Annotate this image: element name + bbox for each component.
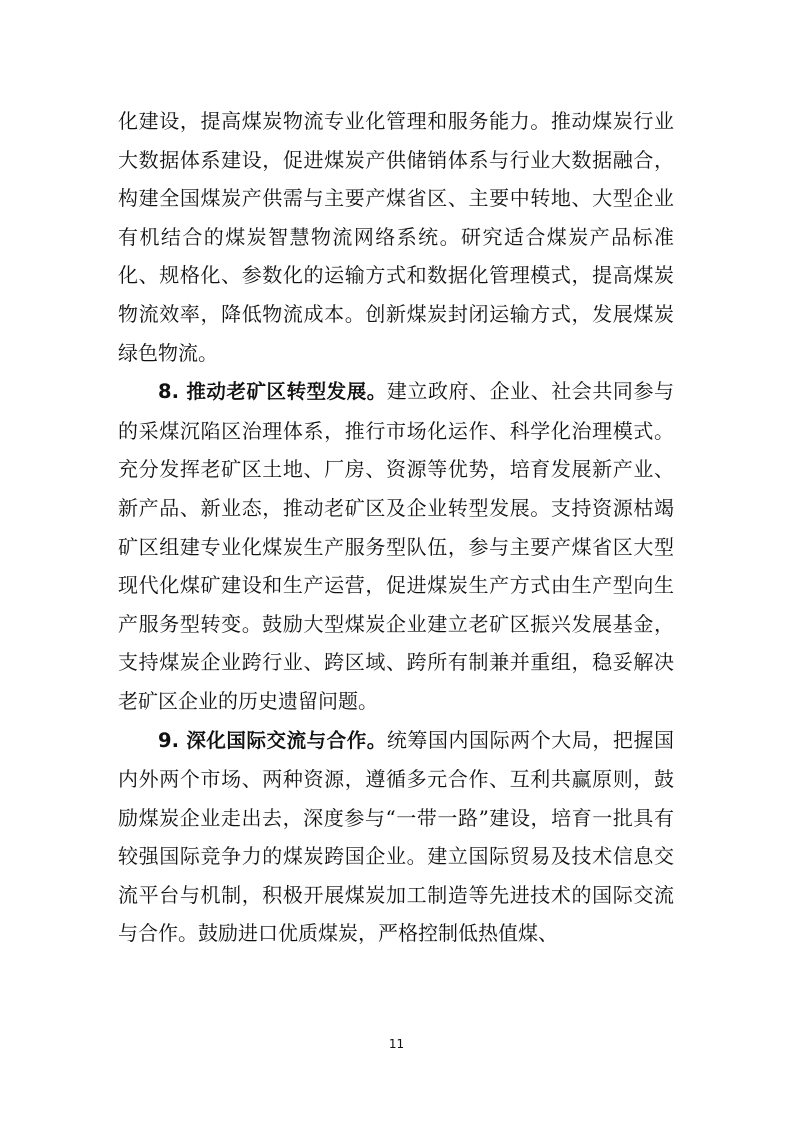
section-heading-8: 8. 推动老矿区转型发展。 — [158, 380, 387, 404]
paragraph-old-mining-areas — [118, 372, 674, 720]
paragraph-old-mining-areas-text: 建立政府、企业、社会共同参与的采煤沉陷区治理体系，推行市场化运作、科学化治理模式。充分发挥老矿区土地、厂房、资源等优势，培育发展新产业、新产品、新业态，推动老矿区及企业转型发展。支持资源枯竭矿区组建专业化煤炭生产服务型队伍，参与主要产煤省区大型现代化煤矿建设和生产运营，促进煤炭生产方式由生产型向生产服务型转变。鼓励大型煤炭企业建立老矿区振兴发展基金，支持煤炭企业跨行业、跨区域、跨所有制兼并重组，稳妥解决老矿区企业的历史遗留问题。 — [118, 379, 675, 713]
paragraph-international-cooperation — [118, 721, 674, 954]
body-text — [118, 102, 674, 953]
page-number: 11 — [388, 1037, 405, 1051]
paragraph-logistics-text: 化建设，提高煤炭物流专业化管理和服务能力。推动煤炭行业大数据体系建设，促进煤炭产供储销体系与行业大数据融合，构建全国煤炭产供需与主要产煤省区、主要中转地、大型企业有机结合的煤炭智慧物流网络系统。研究适合煤炭产品标准化、规格化、参数化的运输方式和数据化管理模式，提高煤炭物流效率，降低物流成本。创新煤炭封闭运输方式，发展煤炭绿色物流。 — [118, 109, 674, 365]
paragraph-logistics — [118, 102, 674, 372]
paragraph-international-cooperation-text: 统筹国内国际两个大局，把握国内外两个市场、两种资源，遵循多元合作、互利共赢原则，鼓励煤炭企业走出去，深度参与“一带一路”建设，培育一批具有较强国际竞争力的煤炭跨国企业。建立国际贸易及技术信息交流平台与机制，积极开展煤炭加工制造等先进技术的国际交流与合作。鼓励进口优质煤炭，严格控制低热值煤、 — [118, 727, 675, 946]
section-heading-9: 9. 深化国际交流与合作。 — [158, 728, 387, 752]
